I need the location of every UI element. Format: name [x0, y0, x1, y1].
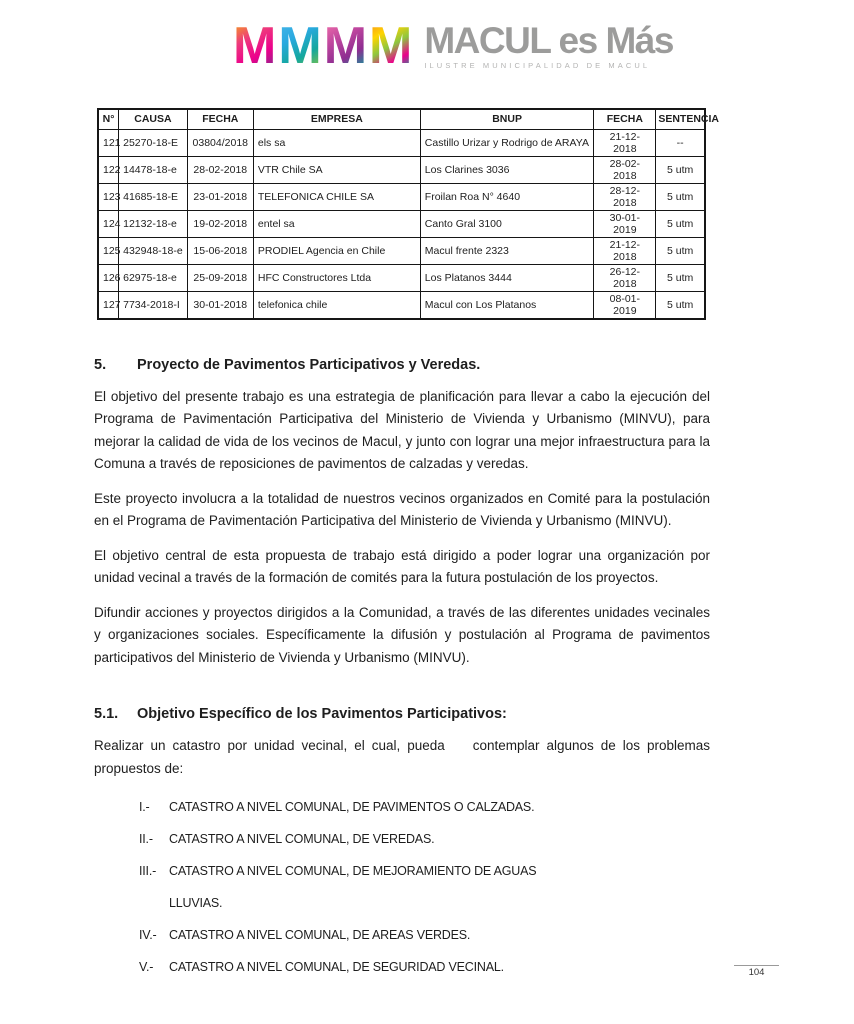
table-cell: Macul frente 2323: [420, 237, 594, 264]
table-cell: Castillo Urizar y Rodrigo de ARAYA: [420, 129, 594, 156]
table-cell: 5 utm: [656, 291, 705, 319]
list-item: [139, 951, 710, 983]
table-cell: 25270-18-E: [119, 129, 188, 156]
table-cell: 21-12-2018: [594, 129, 656, 156]
table-header-cell: N°: [98, 109, 119, 129]
table-cell: 5 utm: [656, 183, 705, 210]
table-cell: 127: [98, 291, 119, 319]
section-number: 5.: [94, 356, 107, 373]
table-cell: 30-01-2019: [594, 210, 656, 237]
section-5-heading: [94, 357, 710, 374]
document-content: [94, 356, 714, 984]
paragraph-3: El objetivo central de esta propuesta de trabajo está dirigido a poder lograr una organización por unidad vecinal a través de la formación de comités para la futura postulación de los proyectos.: [94, 547, 710, 585]
table-cell: 41685-18-E: [119, 183, 188, 210]
table-row: [98, 156, 705, 183]
logo-m-letter: M: [323, 17, 368, 75]
table-cell: 124: [98, 210, 119, 237]
table-cell: --: [656, 129, 705, 156]
table-cell: 5 utm: [656, 237, 705, 264]
table-cell: els sa: [253, 129, 420, 156]
table-header-cell: SENTENCIA: [656, 109, 705, 129]
table-cell: Los Clarines 3036: [420, 156, 594, 183]
table-cell: PRODIEL Agencia en Chile: [253, 237, 420, 264]
table-cell: Los Platanos 3444: [420, 264, 594, 291]
table-cell: 28-02-2018: [187, 156, 253, 183]
table-row: [98, 264, 705, 291]
logo-text: [424, 19, 673, 70]
table-cell: 125: [98, 237, 119, 264]
list-item-numeral: III.-: [139, 864, 157, 878]
logo-mmmm-icon: [233, 17, 413, 75]
list-item: [139, 823, 710, 855]
list-item-text: CATASTRO A NIVEL COMUNAL, DE MEJORAMIENTO DE AGUAS LLUVIAS.: [169, 864, 537, 910]
table-cell: 03804/2018: [187, 129, 253, 156]
logo-subtitle: ILUSTRE MUNICIPALIDAD DE MACUL: [424, 60, 651, 70]
table-cell: 432948-18-e: [119, 237, 188, 264]
table-cell: 30-01-2018: [187, 291, 253, 319]
table-row: [98, 291, 705, 319]
table-cell: HFC Constructores Ltda: [253, 264, 420, 291]
table-header-cell: FECHA: [187, 109, 253, 129]
table-row: [98, 237, 705, 264]
table-cell: 25-09-2018: [187, 264, 253, 291]
section-title: Proyecto de Pavimentos Participativos y Veredas.: [137, 356, 481, 373]
paragraph-4: Difundir acciones y proyectos dirigidos a la Comunidad, a través de las diferentes unidades vecinales y organizaciones sociales. Específicamente la difusión y postulación al Programa de pavimentos participativos del Ministerio de Vivienda y Urbanismo (MINVU).: [94, 604, 710, 665]
table-cell: 26-12-2018: [594, 264, 656, 291]
table-cell: entel sa: [253, 210, 420, 237]
list-item: [139, 855, 710, 919]
list-item-text: CATASTRO A NIVEL COMUNAL, DE SEGURIDAD VECINAL.: [169, 960, 504, 974]
table-cell: TELEFONICA CHILE SA: [253, 183, 420, 210]
table-cell: Froilan Roa N° 4640: [420, 183, 594, 210]
table-cell: VTR Chile SA: [253, 156, 420, 183]
table-cell: 28-12-2018: [594, 183, 656, 210]
table-cell: 21-12-2018: [594, 237, 656, 264]
table-row: [98, 210, 705, 237]
list-item-text: CATASTRO A NIVEL COMUNAL, DE PAVIMENTOS O CALZADAS.: [169, 800, 535, 814]
macul-logo: [52, 0, 854, 78]
table-row: [98, 129, 705, 156]
list-item-numeral: II.-: [139, 832, 153, 846]
table-cell: 5 utm: [656, 264, 705, 291]
table-cell: 08-01-2019: [594, 291, 656, 319]
logo-m-letter: M: [233, 17, 277, 75]
table-cell: 121: [98, 129, 119, 156]
list-item: [139, 791, 710, 823]
table-header-cell: EMPRESA: [253, 109, 420, 129]
table-cell: 5 utm: [656, 156, 705, 183]
list-item-numeral: IV.-: [139, 928, 157, 942]
table-cell: Macul con Los Platanos: [420, 291, 594, 319]
list-item-text: CATASTRO A NIVEL COMUNAL, DE VEREDAS.: [169, 832, 435, 846]
paragraph-5: Realizar un catastro por unidad vecinal, el cual, pueda contemplar algunos de los problemas propuestos de:: [94, 738, 714, 776]
table-cell: 15-06-2018: [187, 237, 253, 264]
table-row: [98, 183, 705, 210]
section-title: Objetivo Específico de los Pavimentos Participativos:: [137, 706, 507, 722]
table-cell: 5 utm: [656, 210, 705, 237]
paragraph-2: Este proyecto involucra a la totalidad de nuestros vecinos organizados en Comité para la postulación en el Programa de Pavimentación Participativa del Ministerio de Vivienda y Urbanismo (MINVU).: [94, 490, 710, 528]
list-item: [139, 919, 710, 951]
table-header-cell: BNUP: [420, 109, 594, 129]
logo-title: MACUL es Más: [424, 19, 673, 61]
table-cell: 14478-18-e: [119, 156, 188, 183]
table-header-row: [98, 109, 705, 129]
table-header-cell: CAUSA: [119, 109, 188, 129]
page-number: 104: [748, 967, 765, 978]
section-number: 5.1.: [94, 706, 119, 722]
logo-m-letter: M: [369, 17, 413, 75]
table-cell: 123: [98, 183, 119, 210]
table-cell: 126: [98, 264, 119, 291]
table-cell: telefonica chile: [253, 291, 420, 319]
list-item-numeral: V.-: [139, 960, 154, 974]
section-5-1-heading: [94, 706, 710, 723]
logo-m-letter: M: [278, 17, 322, 75]
table-cell: 62975-18-e: [119, 264, 188, 291]
paragraph-1: El objetivo del presente trabajo es una estrategia de planificación para llevar a cabo la ejecución del Programa de Pavimentación Participativa del Ministerio de Vivienda y Urbanismo (MINVU), para mejorar la calidad de vida de los vecinos de Macul, y junto con lograr una mejor infraestructura para la Comuna a través de reposiciones de pavimentos de calzadas y veredas.: [94, 388, 710, 471]
footer-divider: [734, 965, 779, 966]
catastro-list: [139, 791, 710, 983]
table-cell: 122: [98, 156, 119, 183]
page-footer: [734, 965, 779, 978]
bnup-sentencias-table: [97, 108, 719, 320]
table-cell: 28-02-2018: [594, 156, 656, 183]
table-cell: 12132-18-e: [119, 210, 188, 237]
table-body: [98, 129, 705, 319]
table-cell: 7734-2018-I: [119, 291, 188, 319]
table-cell: 23-01-2018: [187, 183, 253, 210]
table-header-cell: FECHA: [594, 109, 656, 129]
table-cell: 19-02-2018: [187, 210, 253, 237]
table-cell: Canto Gral 3100: [420, 210, 594, 237]
list-item-numeral: I.-: [139, 800, 150, 814]
list-item-text: CATASTRO A NIVEL COMUNAL, DE AREAS VERDES.: [169, 928, 471, 942]
